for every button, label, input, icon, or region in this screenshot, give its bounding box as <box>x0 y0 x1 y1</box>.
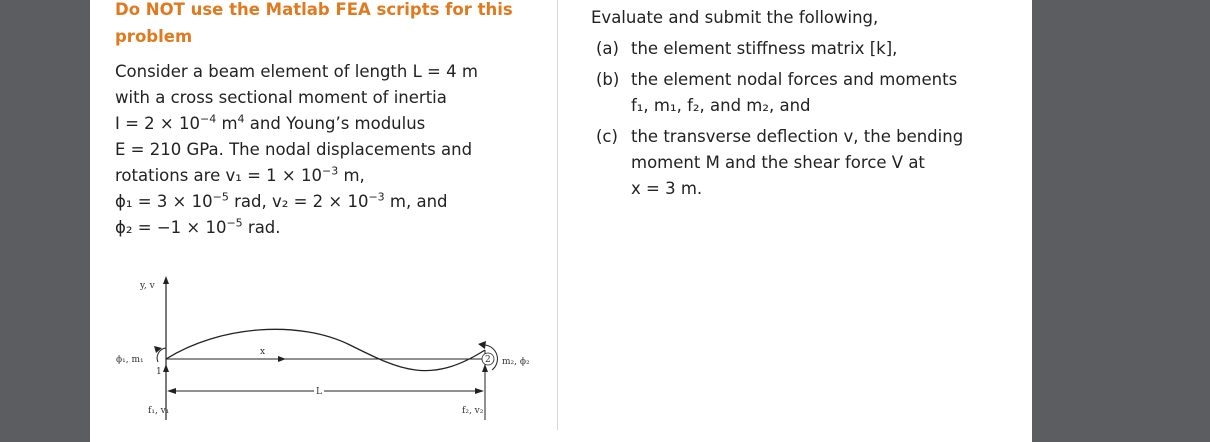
label-node-2: 2 <box>485 355 491 365</box>
beam-figure <box>100 270 560 430</box>
label-node-1: 1 <box>156 367 162 377</box>
problem-line-1: Consider a beam element of length L = 4 m <box>115 62 478 81</box>
warning-text: Do NOT use the Matlab FEA scripts for this problem <box>115 0 513 46</box>
problem-line-5: rotations are $v_1 = 1 \times 10^{-3}$ m, <box>115 164 365 185</box>
task-c-label: (c) <box>596 127 618 146</box>
task-b <box>591 67 1011 119</box>
task-c-text-1: the transverse deflection v, the bending <box>631 127 964 146</box>
force-1-arrow <box>163 364 169 372</box>
problem-line-6: $\phi_1 = 3 \times 10^{-5}$ rad, $v_2 = 2 \times 10^{-3}$ m, and <box>115 190 448 211</box>
label-m2-phi2: m₂, ϕ₂ <box>502 357 530 367</box>
moment-arrow-2 <box>478 341 486 349</box>
x-axis-arrow <box>278 356 286 362</box>
task-a-text: the element stiffness matrix [k], <box>631 39 898 58</box>
problem-line-7: $\phi_2 = -1 \times 10^{-5}$ rad. <box>115 216 281 237</box>
dimension-arrow-left <box>167 388 176 394</box>
problem-line-2: with a cross sectional moment of inertia <box>115 88 447 107</box>
right-column <box>591 5 1011 202</box>
deflection-curve <box>166 329 485 370</box>
label-x: x <box>260 347 266 357</box>
label-phi1-m1: ϕ₁, m₁ <box>116 355 144 365</box>
task-c-text-3: x = 3 m. <box>631 179 703 198</box>
tasks-intro: Evaluate and submit the following, <box>591 8 879 27</box>
task-c-text-2: moment M and the shear force V at <box>631 153 925 172</box>
label-f1-v1: f₁, v₁ <box>148 406 170 416</box>
problem-statement <box>115 59 535 241</box>
left-column <box>115 0 535 241</box>
label-L: L <box>316 387 322 397</box>
task-c <box>591 124 1011 202</box>
label-f2-v2: f₂, v₂ <box>462 406 484 416</box>
task-b-text-2: f₁, m₁, f₂, and m₂, and <box>631 96 811 115</box>
label-y-v: y, v <box>140 281 155 291</box>
problem-line-4: E = 210 GPa. The nodal displacements and <box>115 140 473 159</box>
task-b-label: (b) <box>596 70 620 89</box>
task-a-label: (a) <box>596 39 619 58</box>
task-a <box>591 36 1011 62</box>
task-b-text-1: the element nodal forces and moments <box>631 70 958 89</box>
y-axis-arrow <box>163 276 169 284</box>
dimension-arrow-right <box>475 388 484 394</box>
problem-line-3: $I = 2 \times 10^{-4}$ $m^4$ and Young’s modulus <box>115 112 426 133</box>
